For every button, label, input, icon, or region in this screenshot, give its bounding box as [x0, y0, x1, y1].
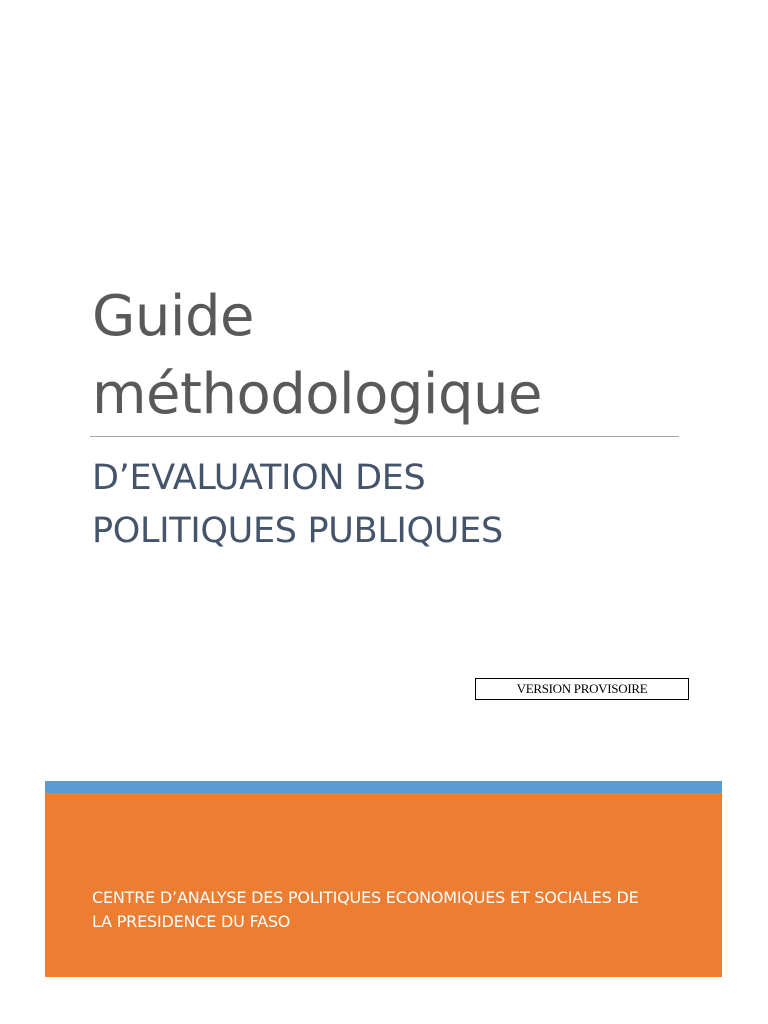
document-title: [92, 278, 692, 434]
organization-line-2: LA PRESIDENCE DU FASO: [92, 912, 291, 931]
title-line-2: méthodologique: [92, 362, 542, 427]
version-label-box: [475, 678, 689, 700]
footer-orange-block: [45, 793, 722, 977]
document-subtitle: [92, 452, 692, 558]
version-label: VERSION PROVISOIRE: [516, 681, 648, 696]
footer-accent-stripe: [45, 781, 722, 793]
title-divider: [90, 436, 679, 437]
footer-band: [45, 781, 722, 977]
title-line-1: Guide: [92, 284, 254, 349]
subtitle-line-2: POLITIQUES PUBLIQUES: [92, 511, 503, 551]
organization-name: [92, 886, 692, 934]
subtitle-line-1: D’EVALUATION DES: [92, 458, 426, 498]
organization-line-1: CENTRE D’ANALYSE DES POLITIQUES ECONOMIQUES ET SOCIALES DE: [92, 888, 639, 907]
